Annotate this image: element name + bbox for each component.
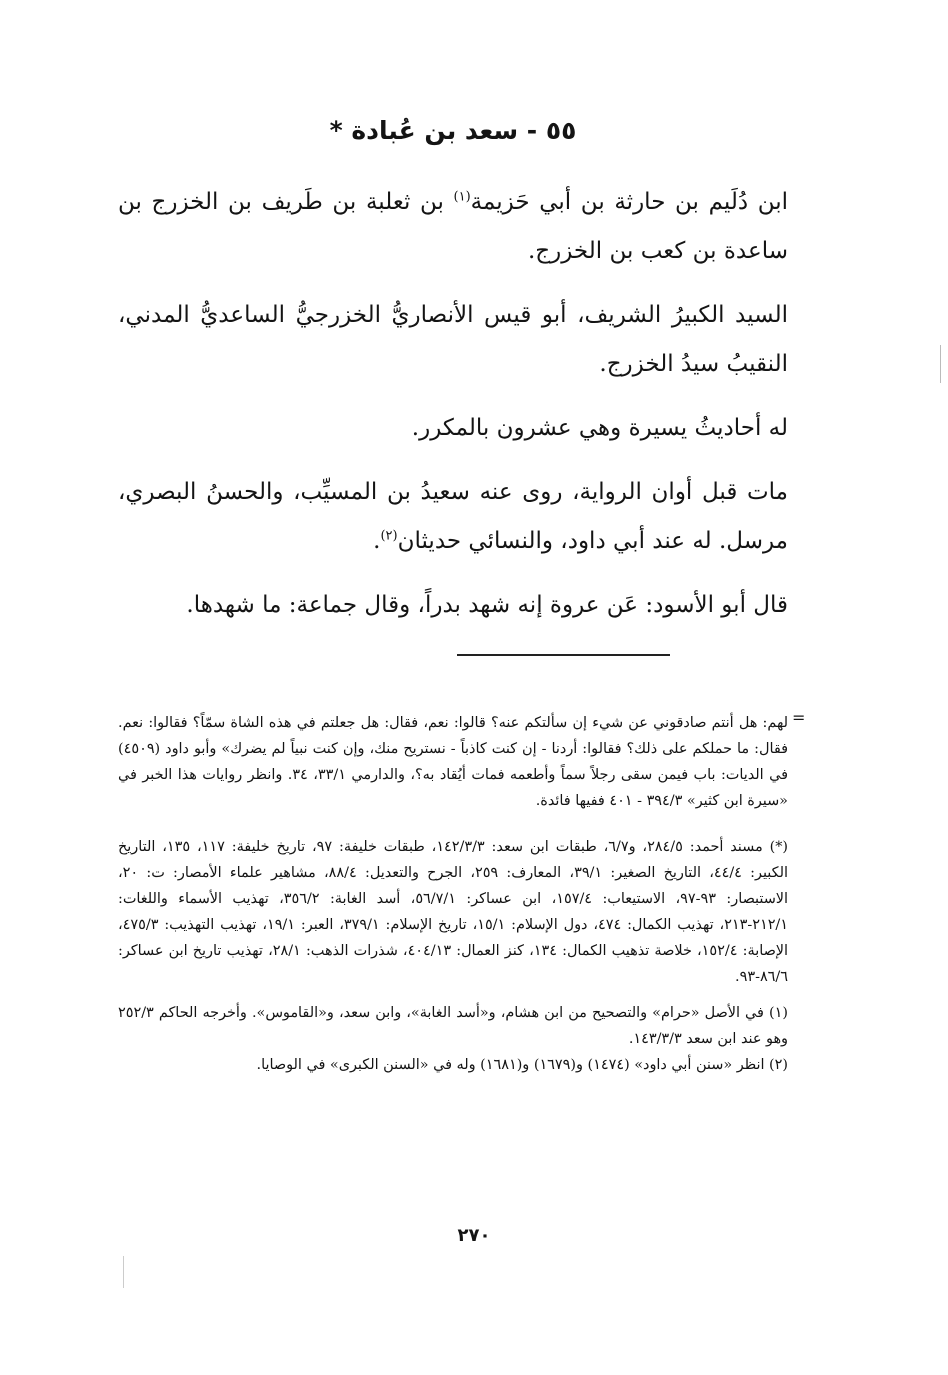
paragraph-description: السيد الكبيرُ الشريف، أبو قيس الأنصاريُّ الخزرجيُّ الساعديُّ المدني، النقيبُ سيدُ الخزرج.: [118, 302, 788, 377]
continuation-marker: =: [792, 708, 806, 727]
footnote-1: (١) في الأصل «حرام» والتصحيح من ابن هشام، و«أسد الغابة»، وابن سعد، و«القاموس». وأخرجه الحاكم ٢٥٢/٣ وهو عند ابن سعد ١٤٣/٣/٣.: [118, 1005, 788, 1047]
scan-edge-mark: [940, 345, 941, 383]
lineage-text: ابن دُلَيم بن حارثة بن أبي حَزيمة: [470, 189, 789, 215]
scan-edge-mark-bottom: [123, 1256, 124, 1288]
footnote-ref-1[interactable]: (١): [453, 189, 471, 205]
footnote-ref-2[interactable]: (٢): [380, 528, 398, 544]
paragraph-death: [118, 468, 788, 566]
main-text: [118, 178, 788, 630]
footnote-2: (٢) انظر «سنن أبي داود» (١٤٧٤) و(١٦٧٩) و(١٦٨١) وله في «السنن الكبرى» في الوصايا.: [256, 1057, 788, 1073]
death-text-end: .: [373, 528, 381, 554]
footnote-sources: (*) مسند أحمد: ٢٨٤/٥، و٦/٧، طبقات ابن سعد: ١٤٢/٣/٣، طبقات خليفة: ٩٧، تاريخ خليفة: ١١٧، ١٣٥، التاريخ الكبير: ٤٤/٤، التاريخ الصغير: ٣٩/١، المعارف: ٢٥٩، الجرح والتعديل: ٨٨/٤، مشاهير علماء الأمصار: ت: ٢٠، الاستبصار: ٩٣-٩٧، الاستيعاب: ١٥٧/٤، ابن عساكر: ٥٦/٧/١، أسد الغابة: ٣٥٦/٢، تهذيب الأسماء واللغات: ٢١٢/١-٢١٣، تهذيب الكمال: ٤٧٤، دول الإسلام: ١٥/١، تاريخ الإسلام: ٣٧٩/١، العبر: ١٩/١، تهذيب التهذيب: ٤٧٥/٣، الإصابة: ١٥٢/٤، خلاصة تذهيب الكمال: ١٣٤، كنز العمال: ٤٠٤/١٣، شذرات الذهب: ٢٨/١، تهذيب تاريخ ابن عساكر: ٨٦/٦-٩٣.: [118, 839, 789, 985]
death-text: مات قبل أوان الرواية، روى عنه سعيدُ بن المسيِّب، والحسنُ البصري، مرسل. له عند أبي داود، والنسائي حديثان: [118, 479, 788, 554]
footnotes: [118, 710, 788, 1078]
paragraph-hadith-count: له أحاديثُ يسيرة وهي عشرون بالمكرر.: [411, 415, 788, 441]
chapter-title: ٥٥ - سعد بن عُبادة *: [329, 116, 577, 145]
page-number: ٢٧٠: [457, 1225, 491, 1246]
paragraph-badr: قال أبو الأسود: عَن عروة إنه شهد بدراً، وقال جماعة: ما شهدها.: [186, 592, 788, 618]
paragraph-lineage: [118, 178, 788, 276]
footnote-separator: [457, 654, 670, 656]
footnote-continuation: لهم: هل أنتم صادقوني عن شيء إن سألتكم عنه؟ قالوا: نعم، فقال: هل جعلتم في هذه الشاة سمّاً؟ فقالوا: نعم. فقال: ما حملكم على ذلك؟ فقالوا: أردنا - إن كنت كاذباً - نستريح منك، وإن كنت نبياً لم يضرك» وأبو داود (٤٥٠٩) في الديات: باب فيمن سقى رجلاً سماً وأطعمه فمات أيُقاد به؟، والدارمي ٣٣/١، ٣٤. وانظر روايات هذا الخبر في «سيرة ابن كثير» ٣٩٤/٣ - ٤٠١ ففيها فائدة.: [118, 715, 788, 809]
lineage-text-rest: بن ثعلبة بن طَريف بن الخزرج بن ساعدة بن كعب بن الخزرج.: [118, 189, 788, 264]
